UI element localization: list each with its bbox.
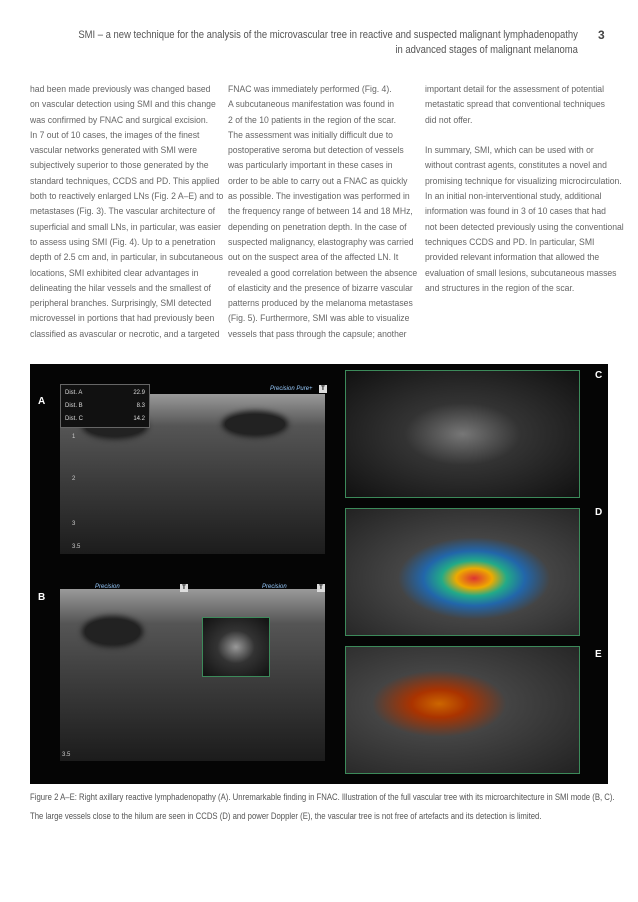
text-line: on vascular detection using SMI and this change (30, 99, 216, 111)
text-line: important detail for the assessment of potential (425, 84, 605, 95)
text-line: FNAC was immediately performed (Fig. 4). (228, 84, 392, 95)
text-line: and structures in the region of the scar. (425, 282, 575, 294)
text-line: did not offer. (425, 114, 473, 126)
t-marker-icon: T (180, 584, 188, 592)
text-line: the frequency range of between 14 and 18 MHz, (228, 206, 413, 218)
figure-2-ultrasound-images (30, 364, 608, 784)
text-line: 2 of the 10 patients in the region of the scar. (228, 114, 397, 126)
text-line: of elasticity and the presence of bizarre vascular (228, 282, 413, 294)
text-line: depth of 2.5 cm and, in particular, in subcutaneous (30, 252, 223, 264)
text-line: microvessel in portions that had previously been (30, 313, 215, 325)
header-line-1: SMI – a new technique for the analysis of the microvascular tree in reactive and suspected malignant lymphadenopathy (78, 29, 578, 41)
panel-label-b: B (38, 592, 46, 603)
panel-label-a: A (38, 396, 46, 407)
measurement-box: Dist. A 22.9 Dist. B 8.3 Dist. C 14.2 (60, 384, 150, 428)
text-line: delineating the hilar vessels and the smallest of (30, 282, 211, 294)
panel-e-power-doppler-image (345, 646, 580, 774)
text-line: without contrast agents, constitutes a novel and (425, 160, 607, 172)
text-line: A subcutaneous manifestation was found in (228, 99, 395, 111)
figure-caption (30, 788, 638, 826)
lymph-node (225, 414, 285, 434)
depth-tick: 1 (72, 434, 76, 440)
text-line: superficial and small LNs, in particular, was easier (30, 221, 222, 233)
text-line: was confirmed by FNAC and surgical excision. (30, 114, 209, 126)
text-line: In summary, SMI, which can be used with or (425, 145, 594, 157)
text-line: vessels that pass through the capsule; another (228, 328, 407, 340)
text-line: out on the suspect area of the affected LN. It (228, 252, 399, 264)
text-line: both to reactively enlarged LNs (Fig. 2 A–E) and to (30, 191, 224, 203)
text-line: metastatic spread that conventional techniques (425, 99, 605, 111)
text-line: to assess using SMI (Fig. 4). Up to a penetration (30, 236, 216, 248)
text-line: revealed a good correlation between the absence (228, 267, 418, 279)
text-line: techniques CCDS and PD. In particular, SMI (425, 236, 595, 248)
panel-d-ccds-image (345, 508, 580, 636)
text-line: not been detected previously using the conventional (425, 221, 624, 233)
text-line: suspected malignancy, elastography was carried (228, 236, 414, 248)
depth-tick: 2 (72, 476, 76, 482)
text-line: provided relevant information that allowed the (425, 252, 600, 264)
t-marker-icon: T (319, 385, 327, 393)
mode-label: Precision Pure+ (270, 386, 313, 392)
text-line: evaluation of small lesions, subcutaneous masses (425, 267, 617, 279)
text-line: information was found in 3 of 10 cases that had (425, 206, 606, 218)
t-marker-icon: T (317, 584, 325, 592)
smi-roi-box (202, 617, 270, 677)
text-line: classified as avascular or necrotic, and a targeted (30, 328, 220, 340)
text-line: was particularly important in these cases in (228, 160, 393, 172)
text-column-2 (228, 82, 438, 342)
depth-tick: 3.5 (72, 544, 81, 550)
text-line: (Fig. 5). Furthermore, SMI was able to visualize (228, 313, 410, 325)
mode-label-b2: Precision (262, 584, 287, 590)
text-column-1 (30, 82, 245, 342)
panel-c-smi-zoom (345, 370, 580, 498)
text-line: standard techniques, CCDS and PD. This applied (30, 175, 220, 187)
panel-label-d: D (595, 507, 603, 518)
text-line: had been made previously was changed based (30, 84, 211, 95)
text-line: subjectively superior to those generated by the (30, 160, 209, 172)
panel-label-e: E (595, 649, 602, 660)
text-line: as possible. The investigation was performed in (228, 191, 410, 203)
text-column-3 (425, 82, 638, 296)
caption-line-1: Figure 2 A–E: Right axillary reactive lymphadenopathy (A). Unremarkable finding in FNAC. Illustration of the full vascular tree with its microarchitecture in SMI mode (B, C). (30, 792, 615, 802)
header-line-2: in advanced stages of malignant melanoma (395, 44, 578, 56)
text-line: order to be able to carry out a FNAC as quickly (228, 175, 408, 187)
depth-tick: 3.5 (62, 752, 71, 758)
text-line: depending on penetration depth. In the case of (228, 221, 407, 233)
text-line: metastases (Fig. 3). The vascular architecture of (30, 206, 216, 218)
running-header (78, 28, 578, 58)
text-line: locations, SMI exhibited clear advantages in (30, 267, 199, 279)
panel-b-smi-image (60, 589, 325, 761)
page-number: 3 (598, 28, 605, 42)
text-line: patterns produced by the melanoma metastases (228, 298, 413, 310)
depth-tick: 3 (72, 521, 76, 527)
text-line: peripheral branches. Surprisingly, SMI detected (30, 298, 212, 310)
text-line: postoperative seroma but detection of vessels (228, 145, 404, 157)
text-line: The assessment was initially difficult due to (228, 129, 393, 141)
text-line: promising technique for visualizing microcirculation. (425, 175, 622, 187)
text-line: In 7 out of 10 cases, the images of the finest (30, 129, 200, 141)
mode-label-b: Precision (95, 584, 120, 590)
text-line: In an initial non-interventional study, additional (425, 191, 602, 203)
caption-line-2: The large vessels close to the hilum are seen in CCDS (D) and power Doppler (E), the vascular tree is not free of artefacts and its detection is limited. (30, 811, 542, 821)
lymph-node (85, 619, 140, 644)
text-line: vascular networks generated with SMI were (30, 145, 198, 157)
panel-label-c: C (595, 370, 603, 381)
